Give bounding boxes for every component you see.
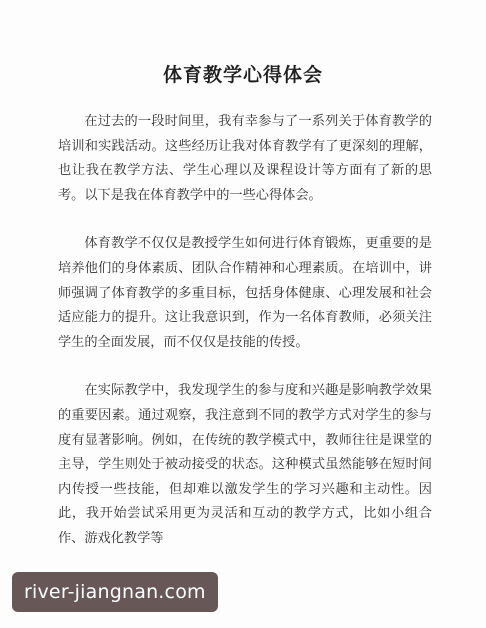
document-title: 体育教学心得体会 — [162, 64, 323, 86]
paragraph-3: 在实际教学中，我发现学生的参与度和兴趣是影响教学效果的重要因素。通过观察，我注意到不同的教学方式对学生的参与度有显著影响。例如，在传统的教学模式中，教师往往是课堂的主导，学生则处于被动接受的状态。这种模式虽然能够在短时间内传授一些技能，但却难以激发学生的学习兴趣和主动性。因此，我开始尝试采用更为灵活和互动的教学方式，比如小组合作、游戏化教学等 — [58, 383, 432, 546]
watermark-label — [12, 572, 218, 612]
paragraph-2: 体育教学不仅仅是教授学生如何进行体育锻炼，更重要的是培养他们的身体素质、团队合作精神和心理素质。在培训中，讲师强调了体育教学的多重目标，包括身体健康、心理发展和社会适应能力的提升。这让我意识到，作为一名体育教师，必须关注学生的全面发展，而不仅仅是技能的传授。 — [58, 236, 432, 350]
paragraph-1: 在过去的一段时间里，我有幸参与了一系列关于体育教学的培训和实践活动。这些经历让我对体育教学有了更深刻的理解，也让我在教学方法、学生心理以及课程设计等方面有了新的思考。以下是我在体育教学中的一些心得体会。 — [58, 114, 432, 203]
document-body — [58, 110, 432, 576]
watermark-text: river-jiangnan.com — [24, 581, 206, 603]
